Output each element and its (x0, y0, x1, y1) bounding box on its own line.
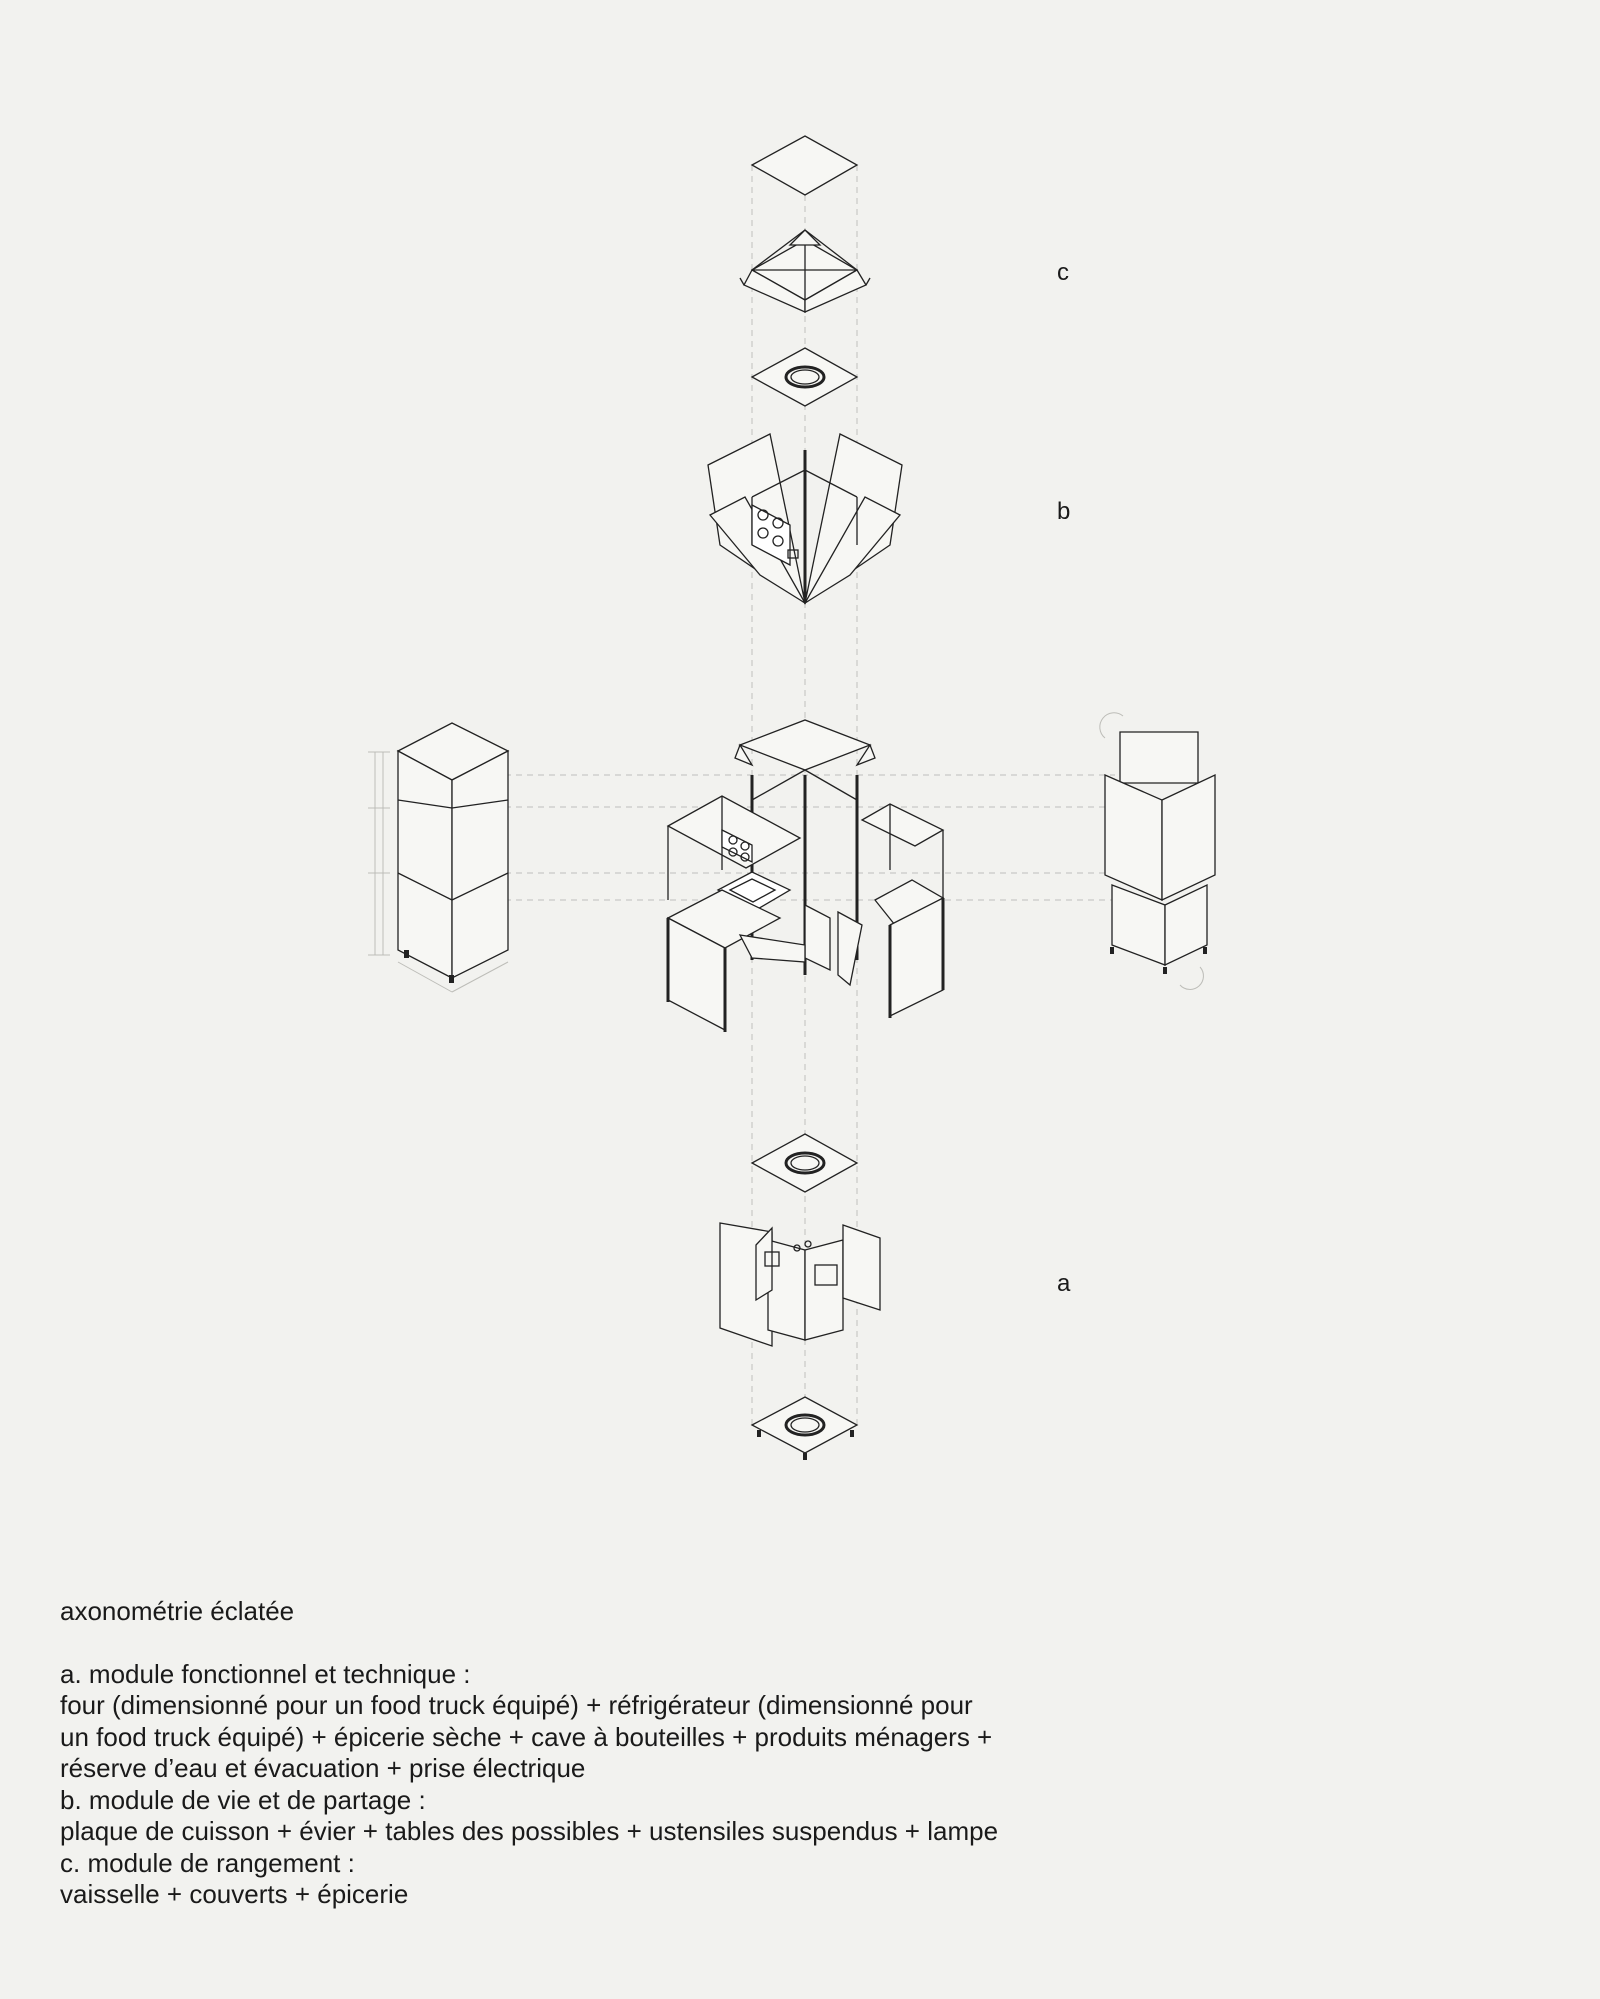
left-elevation-column (368, 723, 508, 992)
assembled-unit (668, 720, 943, 1032)
label-module-b: b (1057, 498, 1071, 525)
caption-line: four (dimensionné pour un food truck équipé) + réfrigérateur (dimensionné pour (60, 1690, 973, 1720)
module-a-turntable-plate (752, 1134, 857, 1192)
module-c-storage-box (740, 230, 870, 312)
caption-title: axonométrie éclatée (60, 1596, 295, 1626)
label-module-a: a (1057, 1270, 1071, 1297)
module-c-turntable-plate (752, 348, 857, 406)
caption-spacer (60, 1628, 1160, 1659)
caption-line: b. module de vie et de partage : (60, 1784, 426, 1815)
module-a-technical-module (720, 1223, 880, 1346)
right-elevation-rotating-column (1100, 713, 1215, 990)
caption-line: c. module de rangement : (60, 1847, 355, 1878)
caption-line: plaque de cuisson + évier + tables des possibles + ustensiles suspendus + lampe (60, 1816, 999, 1846)
caption-line: vaisselle + couverts + épicerie (60, 1879, 409, 1909)
caption-line: a. module fonctionnel et technique : (60, 1658, 471, 1689)
module-b-living-module (708, 434, 902, 603)
label-module-c: c (1057, 259, 1069, 286)
caption-line: un food truck équipé) + épicerie sèche + cave à bouteilles + produits ménagers + (60, 1721, 993, 1752)
caption-line: réserve d’eau et évacuation + prise électrique (60, 1753, 586, 1783)
module-c-lid (752, 136, 857, 195)
caption (60, 1596, 1160, 1911)
horizontal-guide-lines (505, 775, 1115, 900)
module-a-base-plate (752, 1397, 857, 1460)
